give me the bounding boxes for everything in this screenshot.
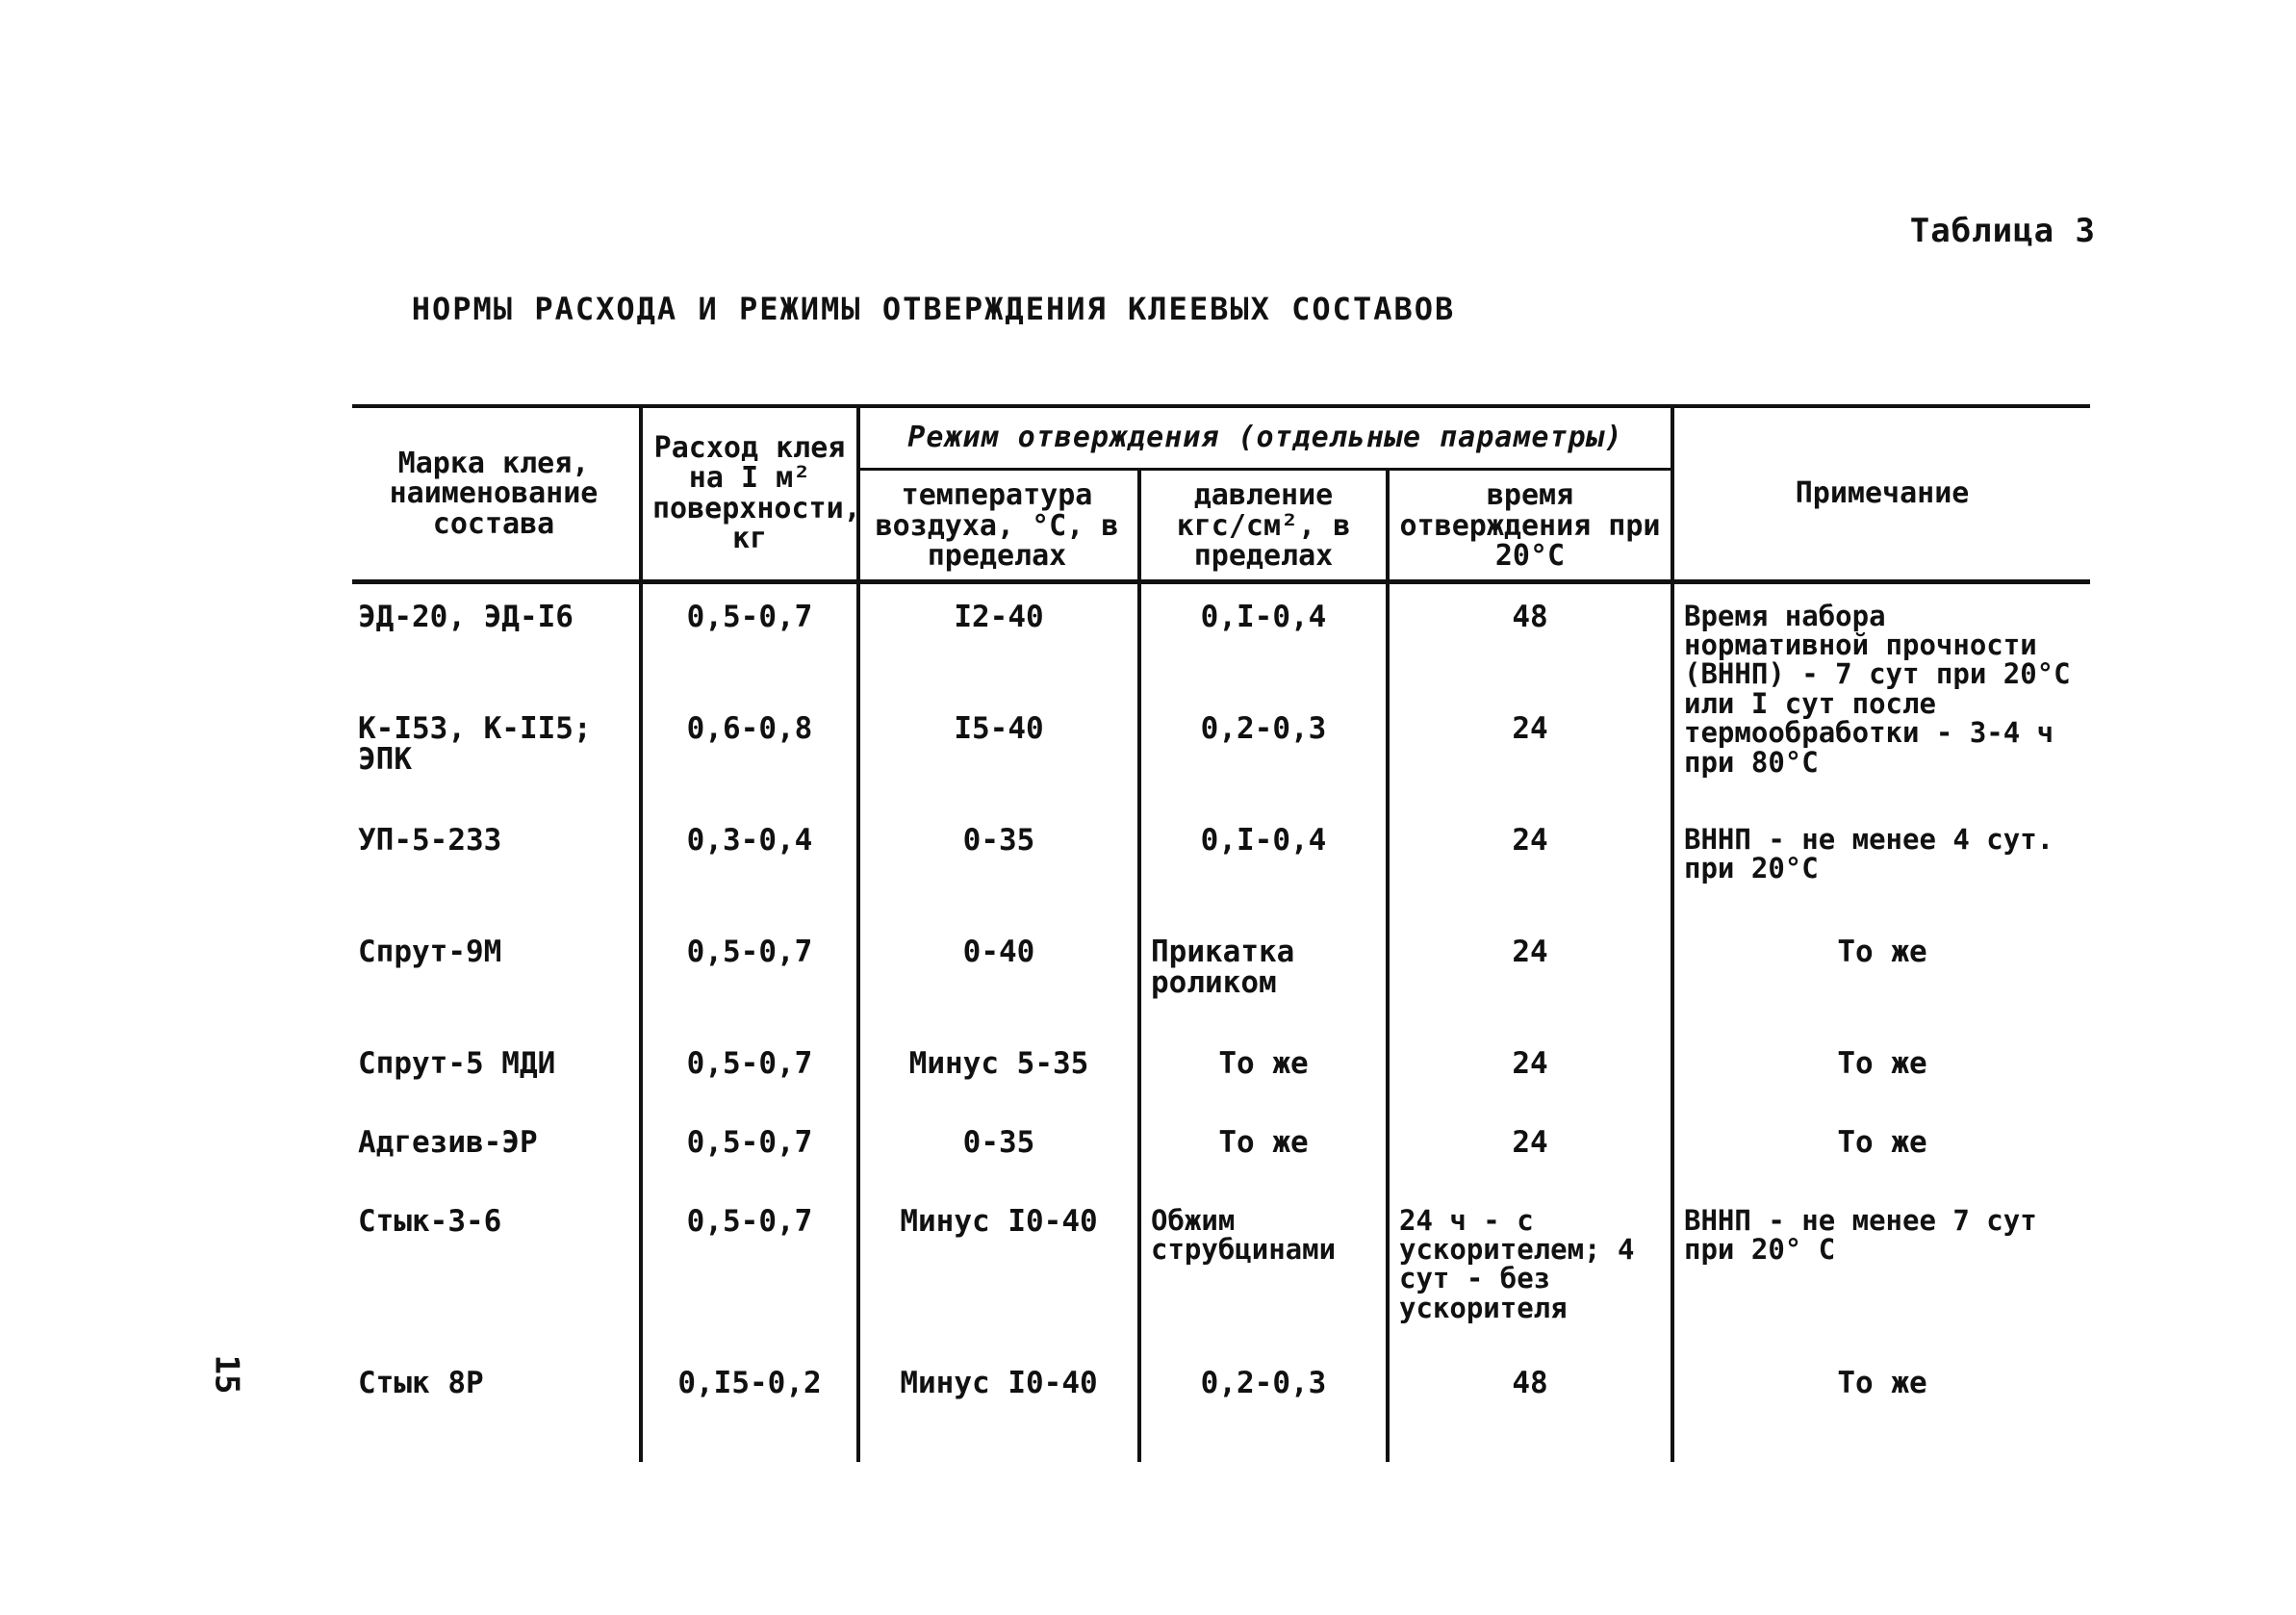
cell-consumption: 0,I5-0,2 xyxy=(641,1350,858,1462)
norms-table xyxy=(352,404,2090,1462)
cell-temperature: 0-40 xyxy=(858,919,1139,1031)
header-brand: Марка клея, наименование состава xyxy=(352,406,641,581)
cell-brand: Адгезив-ЭР xyxy=(352,1110,641,1189)
cell-consumption: 0,6-0,8 xyxy=(641,696,858,808)
cell-time: 24 ч - с ускорителем; 4 сут - без ускорителя xyxy=(1388,1189,1672,1350)
cell-time: 48 xyxy=(1388,1350,1672,1462)
cell-temperature: 0-35 xyxy=(858,808,1139,919)
cell-pressure: То же xyxy=(1139,1110,1388,1189)
table-row xyxy=(352,1110,2090,1189)
cell-note: То же xyxy=(1672,1350,2090,1462)
cell-temperature: 0-35 xyxy=(858,1110,1139,1189)
cell-time: 48 xyxy=(1388,581,1672,696)
table-row xyxy=(352,581,2090,696)
table-row xyxy=(352,1350,2090,1462)
cell-time: 24 xyxy=(1388,696,1672,808)
cell-pressure: То же xyxy=(1139,1031,1388,1110)
cell-consumption: 0,3-0,4 xyxy=(641,808,858,919)
cell-brand: УП-5-233 xyxy=(352,808,641,919)
cell-temperature: Минус I0-40 xyxy=(858,1189,1139,1350)
cell-brand: Спрут-9М xyxy=(352,919,641,1031)
header-temperature: температура воздуха, °С, в пределах xyxy=(858,470,1139,582)
cell-time: 24 xyxy=(1388,808,1672,919)
table-row xyxy=(352,919,2090,1031)
header-curing-mode: Режим отверждения (отдельные параметры) xyxy=(858,406,1672,470)
cell-time: 24 xyxy=(1388,1031,1672,1110)
table-row xyxy=(352,1031,2090,1110)
cell-time: 24 xyxy=(1388,1110,1672,1189)
cell-temperature: I5-40 xyxy=(858,696,1139,808)
cell-brand: К-I53, К-II5; ЭПК xyxy=(352,696,641,808)
cell-note: То же xyxy=(1672,919,2090,1031)
cell-consumption: 0,5-0,7 xyxy=(641,1189,858,1350)
cell-consumption: 0,5-0,7 xyxy=(641,581,858,696)
header-consumption: Расход клея на I м² поверхности, кг xyxy=(641,406,858,581)
cell-note: То же xyxy=(1672,1110,2090,1189)
cell-pressure: 0,2-0,3 xyxy=(1139,696,1388,808)
table-row xyxy=(352,1189,2090,1350)
cell-consumption: 0,5-0,7 xyxy=(641,1031,858,1110)
table-row xyxy=(352,808,2090,919)
page-number: 15 xyxy=(207,1354,246,1395)
cell-pressure: 0,2-0,3 xyxy=(1139,1350,1388,1462)
table-number: Таблица 3 xyxy=(1909,212,2096,250)
cell-time: 24 xyxy=(1388,919,1672,1031)
cell-temperature: Минус I0-40 xyxy=(858,1350,1139,1462)
cell-brand: Стык-3-6 xyxy=(352,1189,641,1350)
cell-consumption: 0,5-0,7 xyxy=(641,919,858,1031)
cell-pressure: 0,I-0,4 xyxy=(1139,808,1388,919)
cell-note: Время набора нормативной прочности (ВННП) - 7 сут при 20°С или I сут после термообработки - 3-4 ч при 80°С xyxy=(1672,581,2090,808)
cell-pressure: Обжим струбцинами xyxy=(1139,1189,1388,1350)
cell-note: ВННП - не менее 4 сут. при 20°С xyxy=(1672,808,2090,919)
cell-pressure: 0,I-0,4 xyxy=(1139,581,1388,696)
cell-consumption: 0,5-0,7 xyxy=(641,1110,858,1189)
cell-note: То же xyxy=(1672,1031,2090,1110)
cell-brand: Стык 8Р xyxy=(352,1350,641,1462)
header-time: время отверждения при 20°С xyxy=(1388,470,1672,582)
cell-brand: Спрут-5 МДИ xyxy=(352,1031,641,1110)
table-title: НОРМЫ РАСХОДА И РЕЖИМЫ ОТВЕРЖДЕНИЯ КЛЕЕВЫХ СОСТАВОВ xyxy=(411,291,1456,327)
cell-note: ВННП - не менее 7 сут при 20° С xyxy=(1672,1189,2090,1350)
cell-pressure: Прикатка роликом xyxy=(1139,919,1388,1031)
cell-brand: ЭД-20, ЭД-I6 xyxy=(352,581,641,696)
header-note: Примечание xyxy=(1672,406,2090,581)
cell-temperature: I2-40 xyxy=(858,581,1139,696)
header-pressure: давление кгс/см², в пределах xyxy=(1139,470,1388,582)
cell-temperature: Минус 5-35 xyxy=(858,1031,1139,1110)
